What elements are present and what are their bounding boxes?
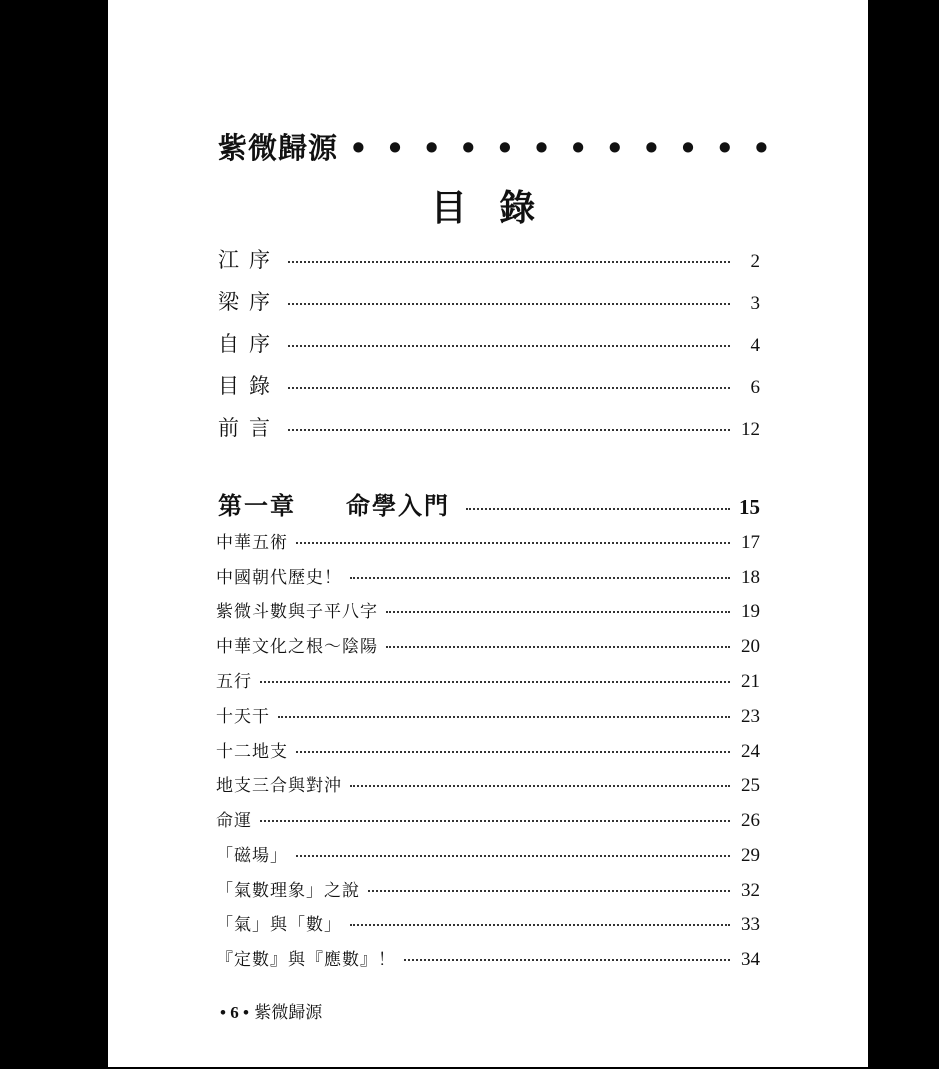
section-label: 十天干: [216, 707, 270, 727]
toc-section-entry[interactable]: [216, 737, 760, 763]
chapter-heading: [218, 486, 450, 521]
dot-leader: [296, 855, 730, 857]
dot-leader: [288, 261, 730, 263]
toc-entry-label: 前言: [218, 416, 280, 440]
dot-leader: [368, 890, 730, 892]
section-page: 33: [741, 914, 760, 935]
toc-section-entry[interactable]: [216, 563, 760, 589]
dot-leader: [288, 303, 730, 305]
section-page: 25: [741, 775, 760, 796]
dot-leader: [296, 542, 730, 544]
dot-leader: [288, 429, 730, 431]
toc-section-entry[interactable]: [216, 806, 760, 832]
toc-section-entry[interactable]: [216, 702, 760, 728]
toc-section-entry[interactable]: [216, 945, 760, 971]
section-label: 中國朝代歷史！: [216, 568, 342, 588]
section-label: 五行: [216, 672, 252, 692]
section-page: 34: [741, 949, 760, 970]
section-page: 19: [741, 601, 760, 622]
header-dot-leader: • • • • • • • • • • • •: [349, 131, 775, 165]
toc-entry-label: 江序: [218, 248, 280, 272]
toc-entry[interactable]: [218, 244, 760, 274]
toc-section-entry[interactable]: [216, 632, 760, 658]
dot-leader: [288, 345, 730, 347]
page-number: • 6 •: [220, 1003, 249, 1022]
chapter-title: 命學入門: [346, 491, 450, 520]
section-page: 32: [741, 880, 760, 901]
dot-leader: [260, 681, 730, 683]
toc-entry[interactable]: [218, 328, 760, 358]
toc-entry-page: 4: [750, 335, 760, 356]
dot-leader: [386, 611, 730, 613]
section-label: 中華文化之根～陰陽: [216, 637, 378, 657]
dot-leader: [350, 924, 730, 926]
toc-section-entry[interactable]: [216, 910, 760, 936]
toc-section-entry[interactable]: [216, 667, 760, 693]
toc-section-entry[interactable]: [216, 771, 760, 797]
section-page: 20: [741, 636, 760, 657]
toc-chapter-entry[interactable]: [218, 486, 760, 521]
dot-leader: [350, 577, 730, 579]
dot-leader: [350, 785, 730, 787]
footer-book-title: 紫微歸源: [254, 1003, 323, 1023]
running-title: 紫微歸源: [218, 131, 339, 165]
section-label: 「氣」與「數」: [216, 915, 342, 935]
toc-entry[interactable]: [218, 412, 760, 442]
book-page: [108, 0, 868, 1067]
toc-entry-label: 梁序: [218, 290, 280, 314]
chapter-number: 第一章: [218, 491, 296, 520]
dot-leader: [260, 820, 730, 822]
section-label: 『定數』與『應數』！: [216, 950, 396, 970]
section-label: 地支三合與對沖: [216, 776, 342, 796]
dot-leader: [404, 959, 730, 961]
toc-section-entry[interactable]: [216, 876, 760, 902]
section-label: 命運: [216, 811, 252, 831]
section-label: 紫微斗數與子平八字: [216, 602, 378, 622]
section-page: 17: [741, 532, 760, 553]
section-label: 「氣數理象」之說: [216, 881, 360, 901]
toc-section-entry[interactable]: [216, 597, 760, 623]
toc-entry[interactable]: [218, 286, 760, 316]
section-label: 十二地支: [216, 742, 288, 762]
dot-leader: [278, 716, 730, 718]
section-label: 中華五術: [216, 533, 288, 553]
page-footer: [220, 998, 322, 1023]
toc-entry-page: 6: [750, 377, 760, 398]
toc-entry-label: 自序: [218, 332, 280, 356]
section-page: 29: [741, 845, 760, 866]
toc-entry-page: 12: [741, 419, 760, 440]
dot-leader: [466, 508, 730, 510]
section-page: 21: [741, 671, 760, 692]
section-page: 26: [741, 810, 760, 831]
page-title: 目 錄: [430, 187, 546, 229]
chapter-page: 15: [739, 495, 760, 519]
toc-entry-page: 2: [750, 251, 760, 272]
toc-entry-label: 目錄: [218, 374, 280, 398]
running-header: [218, 126, 775, 167]
toc-entry-page: 3: [750, 293, 760, 314]
toc-section-entry[interactable]: [216, 528, 760, 554]
section-label: 「磁場」: [216, 846, 288, 866]
dot-leader: [386, 646, 730, 648]
toc-entry[interactable]: [218, 370, 760, 400]
section-page: 18: [741, 567, 760, 588]
section-page: 24: [741, 741, 760, 762]
section-page: 23: [741, 706, 760, 727]
toc-section-entry[interactable]: [216, 841, 760, 867]
dot-leader: [296, 751, 730, 753]
dot-leader: [288, 387, 730, 389]
